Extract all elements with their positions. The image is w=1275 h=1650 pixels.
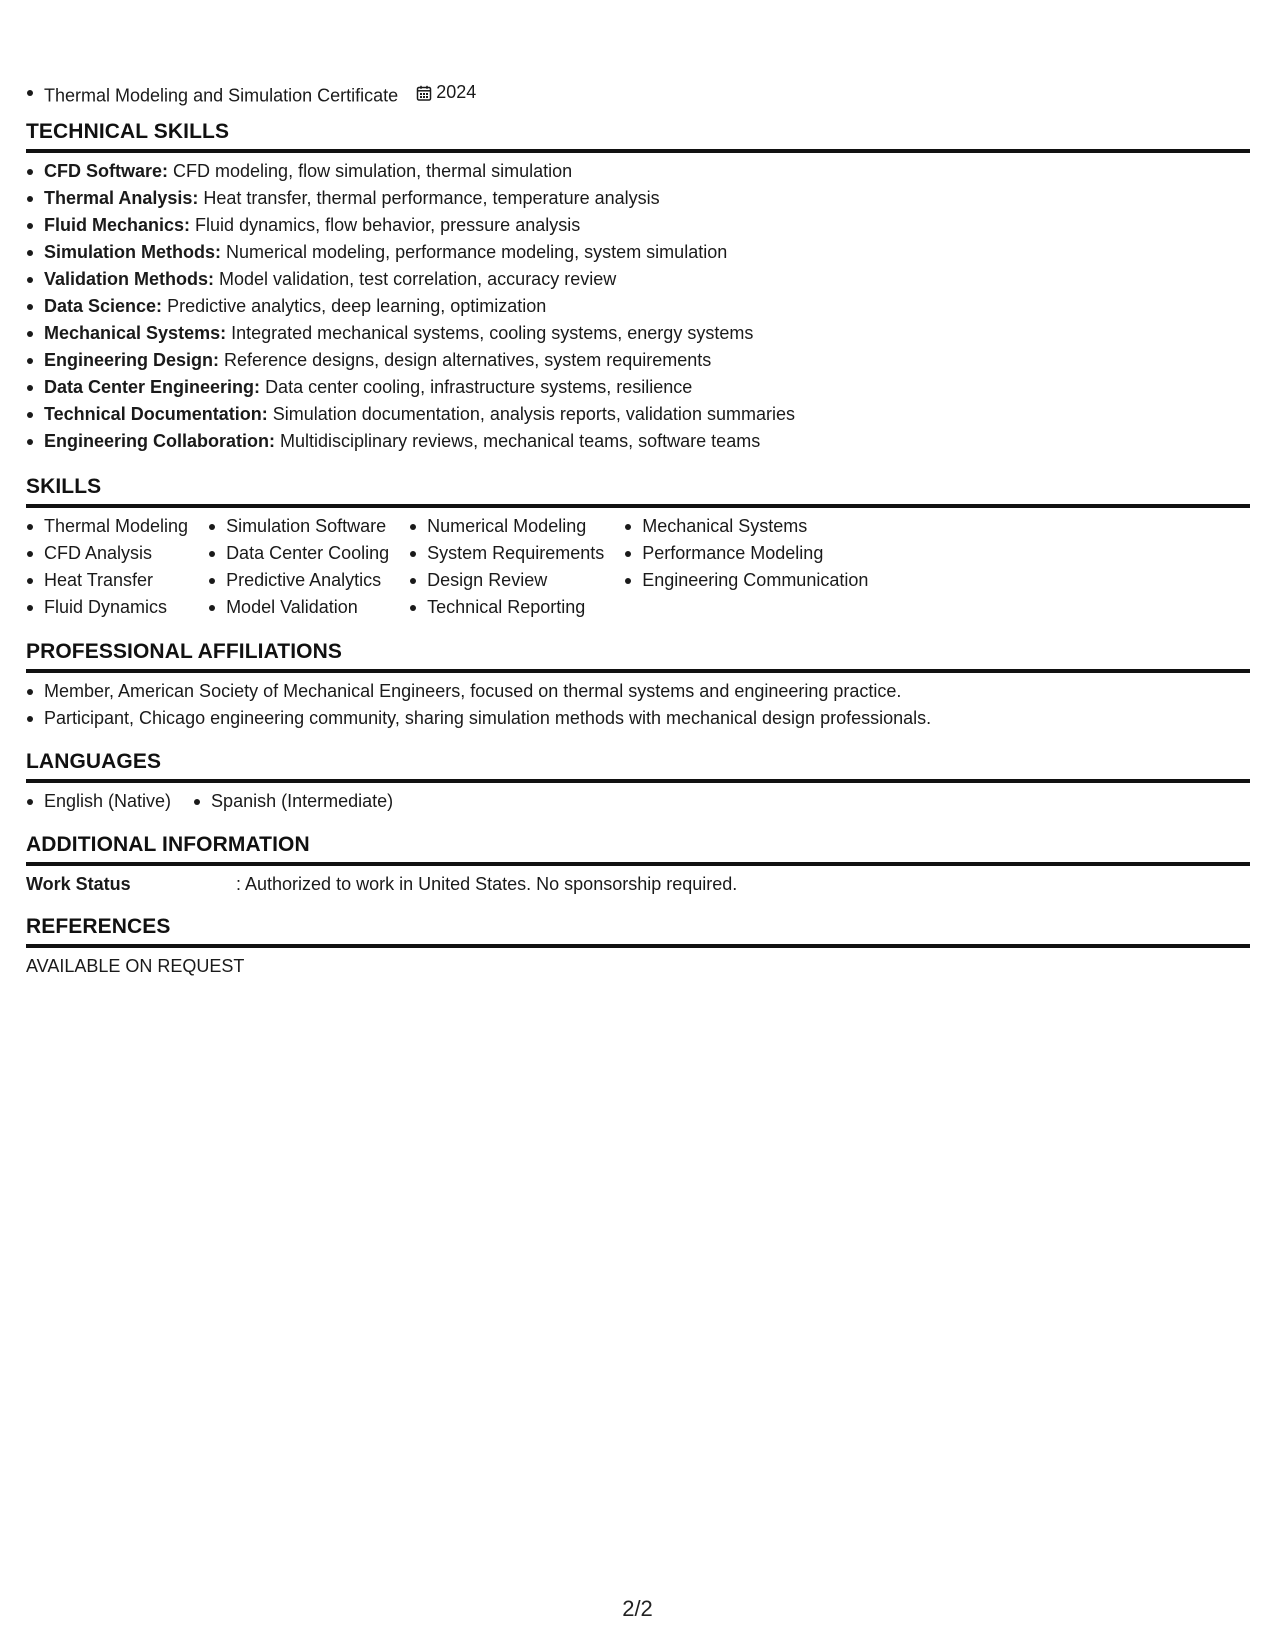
technical-skill-key: Engineering Collaboration: <box>44 431 276 451</box>
technical-skill-key: Fluid Mechanics: <box>44 215 191 235</box>
technical-skill-value: Multidisciplinary reviews, mechanical teams, software teams <box>280 431 761 451</box>
skill-item: Heat Transfer <box>26 567 188 594</box>
technical-skill-item <box>26 239 1250 266</box>
technical-skills-list <box>26 158 1250 455</box>
skill-item: CFD Analysis <box>26 540 188 567</box>
technical-skill-value: CFD modeling, flow simulation, thermal simulation <box>173 161 573 181</box>
technical-skill-item <box>26 347 1250 374</box>
affiliation-item: Member, American Society of Mechanical Engineers, focused on thermal systems and engineering practice. <box>26 678 1250 705</box>
technical-skill-key: Simulation Methods: <box>44 242 221 262</box>
section-title: ADDITIONAL INFORMATION <box>26 831 1250 866</box>
skill-item: Simulation Software <box>208 513 389 540</box>
affiliations-section <box>26 638 1250 732</box>
skill-item: Numerical Modeling <box>409 513 604 540</box>
languages-section <box>26 748 1250 815</box>
certificate-date <box>415 79 476 106</box>
skills-column <box>208 513 389 621</box>
skill-item: Fluid Dynamics <box>26 594 188 621</box>
technical-skill-item <box>26 212 1250 239</box>
technical-skill-item <box>26 185 1250 212</box>
references-section <box>26 913 1250 980</box>
certificate-list <box>26 79 476 110</box>
technical-skill-value: Data center cooling, infrastructure systems, resilience <box>265 377 693 397</box>
work-status-label: Work Status <box>26 874 131 894</box>
technical-skill-value: Integrated mechanical systems, cooling systems, energy systems <box>231 323 754 343</box>
section-title: TECHNICAL SKILLS <box>26 118 1250 153</box>
calendar-icon <box>415 84 433 102</box>
technical-skill-item <box>26 428 1250 455</box>
technical-skill-value: Predictive analytics, deep learning, optimization <box>167 296 547 316</box>
work-status-value: : Authorized to work in United States. No sponsorship required. <box>236 874 738 894</box>
skill-item: System Requirements <box>409 540 604 567</box>
technical-skill-key: Engineering Design: <box>44 350 220 370</box>
skills-column <box>624 513 868 621</box>
page-number: 2/2 <box>622 1596 653 1621</box>
skill-item: Technical Reporting <box>409 594 604 621</box>
skill-item: Model Validation <box>208 594 389 621</box>
skill-item: Mechanical Systems <box>624 513 868 540</box>
additional-info-section <box>26 831 1250 898</box>
language-item: English (Native) <box>26 788 171 815</box>
language-item: Spanish (Intermediate) <box>193 788 393 815</box>
technical-skill-key: Data Science: <box>44 296 163 316</box>
skills-column <box>409 513 604 621</box>
technical-skill-key: Validation Methods: <box>44 269 215 289</box>
technical-skill-value: Model validation, test correlation, accuracy review <box>219 269 617 289</box>
skill-item: Engineering Communication <box>624 567 868 594</box>
technical-skill-value: Simulation documentation, analysis reports, validation summaries <box>272 404 795 424</box>
section-title: PROFESSIONAL AFFILIATIONS <box>26 638 1250 673</box>
technical-skill-item <box>26 293 1250 320</box>
skill-item: Predictive Analytics <box>208 567 389 594</box>
technical-skill-key: Data Center Engineering: <box>44 377 261 397</box>
technical-skill-item <box>26 401 1250 428</box>
certificate-name: Thermal Modeling and Simulation Certificate <box>44 85 399 106</box>
skill-item: Thermal Modeling <box>26 513 188 540</box>
languages-list <box>26 788 1250 815</box>
technical-skill-value: Heat transfer, thermal performance, temperature analysis <box>203 188 660 208</box>
technical-skill-key: CFD Software: <box>44 161 169 181</box>
certificate-year: 2024 <box>436 82 477 102</box>
technical-skill-value: Fluid dynamics, flow behavior, pressure analysis <box>195 215 581 235</box>
skills-column <box>26 513 188 621</box>
affiliations-list <box>26 678 1250 732</box>
work-status-row <box>26 871 1250 898</box>
section-title: SKILLS <box>26 473 1250 508</box>
skill-item: Data Center Cooling <box>208 540 389 567</box>
affiliation-item: Participant, Chicago engineering community, sharing simulation methods with mechanical design professionals. <box>26 705 1250 732</box>
technical-skills-section <box>26 118 1250 455</box>
technical-skill-value: Reference designs, design alternatives, system requirements <box>224 350 712 370</box>
skill-item: Performance Modeling <box>624 540 868 567</box>
technical-skill-item <box>26 158 1250 185</box>
technical-skill-item <box>26 266 1250 293</box>
technical-skill-key: Thermal Analysis: <box>44 188 199 208</box>
technical-skill-item <box>26 320 1250 347</box>
skills-section <box>26 473 1250 621</box>
technical-skill-value: Numerical modeling, performance modeling, system simulation <box>226 242 728 262</box>
section-title: REFERENCES <box>26 913 1250 948</box>
skills-grid <box>26 513 1250 621</box>
references-text: AVAILABLE ON REQUEST <box>26 956 245 976</box>
skill-item: Design Review <box>409 567 604 594</box>
certificate-item <box>26 79 476 110</box>
technical-skill-key: Technical Documentation: <box>44 404 268 424</box>
section-title: LANGUAGES <box>26 748 1250 783</box>
technical-skill-key: Mechanical Systems: <box>44 323 227 343</box>
technical-skill-item <box>26 374 1250 401</box>
